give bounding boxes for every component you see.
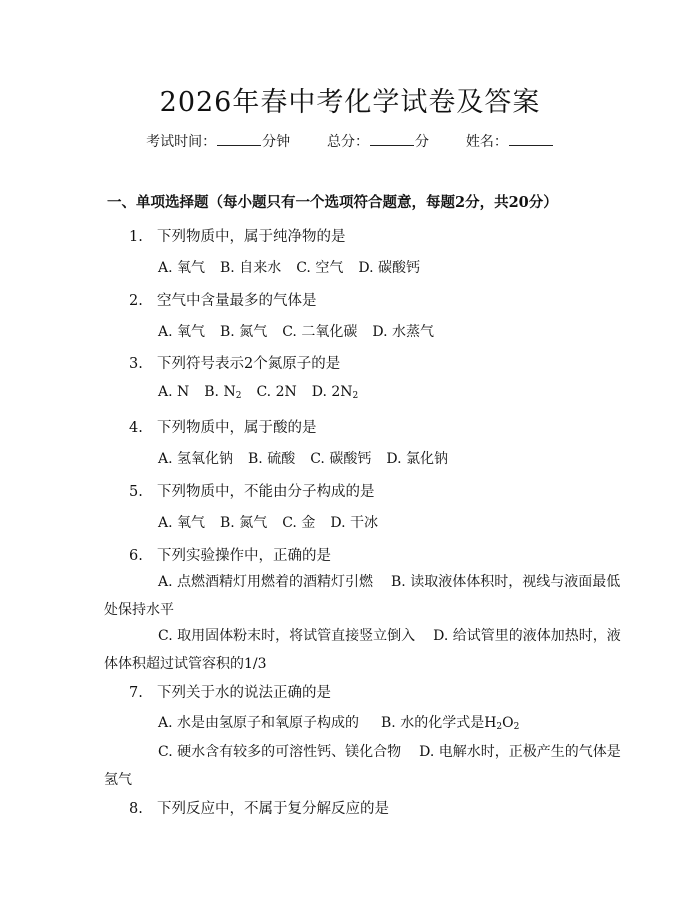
option-d: D. 碳酸钙 (358, 260, 420, 276)
option-c: C. 金 (282, 515, 316, 531)
question-7-options-cd (104, 738, 624, 794)
question-4-options (158, 448, 463, 468)
option-c: C. 取用固体粉末时，将试管直接竖立倒入 (158, 628, 416, 644)
question-6-options-cd (104, 622, 624, 678)
time-blank (217, 133, 261, 146)
question-number: 8. (129, 801, 143, 817)
option-d: D. $2N_2$ (311, 384, 359, 401)
option-b: B. 硫酸 (248, 451, 296, 467)
option-b: B. 氮气 (220, 515, 268, 531)
time-unit: 分钟 (262, 134, 291, 150)
option-c: C. 碳酸钙 (310, 451, 372, 467)
question-3-options (158, 384, 373, 401)
question-4 (129, 416, 317, 437)
question-number: 2. (129, 293, 143, 309)
question-text: 下列关于水的说法正确的是 (157, 685, 331, 701)
option-a: A. 氧气 (158, 324, 206, 340)
option-b: B. $N_2$ (204, 384, 242, 401)
question-number: 7. (129, 685, 143, 701)
option-c: C. 硬水含有较多的可溶性钙、镁化合物 (158, 744, 402, 760)
question-number: 1. (129, 229, 143, 245)
question-number: 4. (129, 420, 143, 436)
question-2 (129, 289, 317, 310)
exam-info-line (0, 131, 700, 151)
option-d: D. 电解水时，正极产生的气体是氢气 (104, 744, 621, 788)
question-6 (129, 544, 331, 565)
question-5 (129, 480, 375, 501)
option-d: D. 氯化钠 (386, 451, 448, 467)
question-number: 6. (129, 548, 143, 564)
question-number: 5. (129, 484, 143, 500)
question-3 (129, 352, 340, 373)
option-d: D. 水蒸气 (372, 324, 434, 340)
question-text: 空气中含量最多的气体是 (157, 293, 317, 309)
option-b: B. 水的化学式是$H_2O_2$ (381, 715, 520, 732)
question-7-options-ab (158, 712, 519, 732)
option-a: A. 点燃酒精灯用燃着的酒精灯引燃 (158, 574, 374, 590)
score-blank (370, 133, 414, 146)
question-1 (129, 225, 346, 246)
question-8 (129, 797, 389, 818)
option-b: B. 读取液体体积时，视线与液面最低处保持水平 (104, 574, 621, 618)
option-a: A. N (158, 384, 190, 400)
question-6-options-ab (104, 568, 624, 624)
option-a: A. 水是由氢原子和氧原子构成的 (158, 715, 360, 731)
question-text: 下列物质中，属于酸的是 (157, 420, 317, 436)
name-label: 姓名： (465, 134, 508, 150)
option-d: D. 干冰 (330, 515, 378, 531)
section-heading: 一、单项选择题（每小题只有一个选项符合题意，每题2分，共20分） (107, 194, 558, 211)
option-a: A. 氢氧化钠 (158, 451, 234, 467)
time-label: 考试时间： (146, 134, 217, 150)
exam-title: 2026年春中考化学试卷及答案 (159, 87, 541, 118)
option-d: D. 给试管里的液体加热时，液体体积超过试管容积的1/3 (104, 628, 621, 672)
option-b: B. 氮气 (220, 324, 268, 340)
question-text: 下列反应中，不属于复分解反应的是 (157, 801, 389, 817)
question-number: 3. (129, 356, 143, 372)
score-unit: 分 (415, 134, 429, 150)
question-7 (129, 681, 331, 702)
score-label: 总分： (327, 134, 369, 150)
question-text: 下列实验操作中，正确的是 (157, 548, 331, 564)
option-c: C. 二氧化碳 (282, 324, 358, 340)
name-blank (509, 133, 553, 146)
question-5-options (158, 512, 393, 532)
question-2-options (158, 321, 449, 341)
option-c: C. 空气 (296, 260, 344, 276)
option-b: B. 自来水 (220, 260, 282, 276)
question-1-options (158, 257, 435, 277)
question-text: 下列物质中，属于纯净物的是 (157, 229, 346, 245)
option-a: A. 氧气 (158, 260, 206, 276)
question-text: 下列符号表示2个氮原子的是 (157, 356, 341, 372)
option-c: C. 2N (256, 384, 297, 400)
option-a: A. 氧气 (158, 515, 206, 531)
question-text: 下列物质中，不能由分子构成的是 (157, 484, 375, 500)
